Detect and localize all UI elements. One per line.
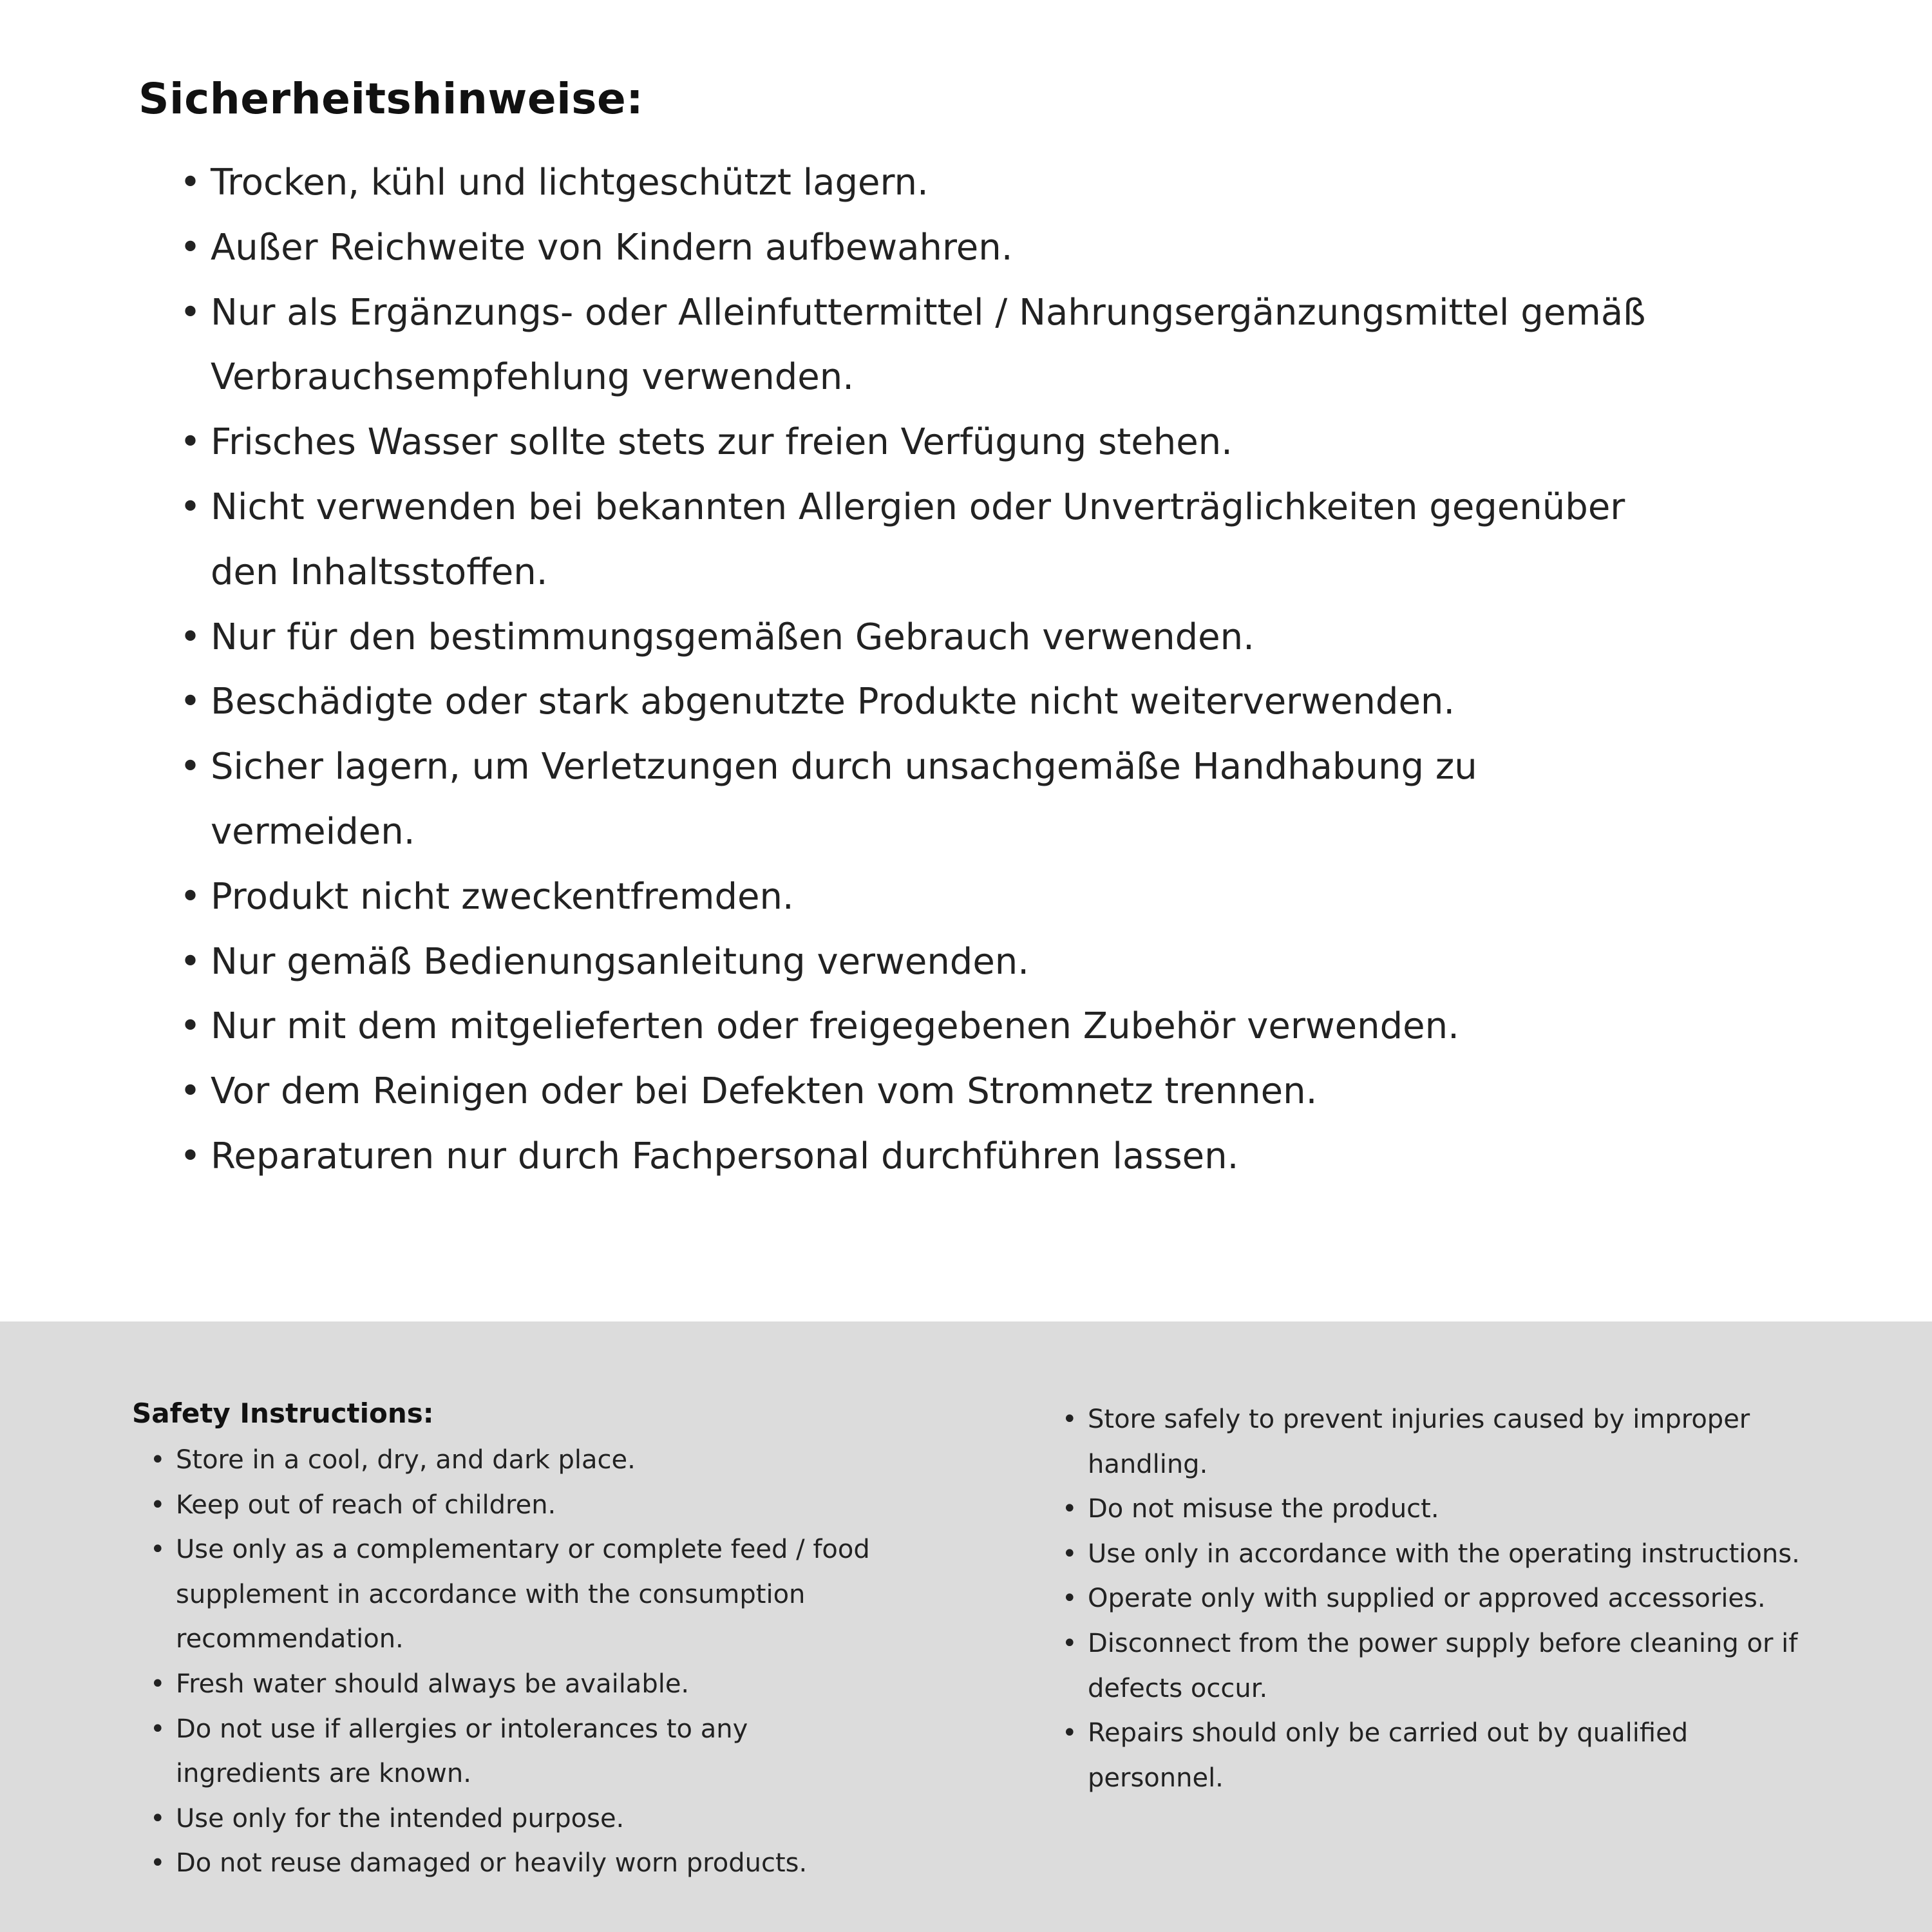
safety-item: • Operate only with supplied or approved accessories. (1062, 1577, 1829, 1622)
safety-item: • Nur mit dem mitgelieferten oder freigegebenen Zubehör verwenden. (180, 994, 1661, 1059)
english-safety-list-left (150, 1438, 892, 1886)
safety-item: • Reparaturen nur durch Fachpersonal durchführen lassen. (180, 1124, 1661, 1189)
english-left-column (132, 1397, 892, 1932)
safety-item: • Store in a cool, dry, and dark place. (150, 1438, 892, 1483)
safety-item: • Nicht verwenden bei bekannten Allergien oder Unverträglichkeiten gegenüber den Inhaltsstoffen. (180, 475, 1661, 605)
safety-item: • Nur für den bestimmungsgemäßen Gebrauch verwenden. (180, 605, 1661, 670)
english-safety-list-right (1062, 1397, 1829, 1801)
safety-item: • Do not misuse the product. (1062, 1487, 1829, 1532)
safety-item: • Disconnect from the power supply before cleaning or if defects occur. (1062, 1622, 1829, 1711)
safety-item: • Sicher lagern, um Verletzungen durch unsachgemäße Handhabung zu vermeiden. (180, 735, 1661, 865)
german-safety-list (180, 151, 1823, 1189)
safety-item: • Do not use if allergies or intolerances to any ingredients are known. (150, 1707, 892, 1797)
safety-item: • Use only as a complementary or complete feed / food supplement in accordance with the consumption recommendation. (150, 1528, 892, 1662)
safety-item: • Fresh water should always be available. (150, 1662, 892, 1707)
safety-item: • Repairs should only be carried out by qualified personnel. (1062, 1711, 1829, 1801)
safety-item: • Use only in accordance with the operating instructions. (1062, 1532, 1829, 1577)
safety-item: • Frisches Wasser sollte stets zur freien Verfügung stehen. (180, 410, 1661, 475)
safety-item: • Außer Reichweite von Kindern aufbewahren. (180, 216, 1661, 281)
safety-item: • Use only for the intended purpose. (150, 1797, 892, 1842)
english-title: Safety Instructions: (132, 1397, 434, 1429)
safety-item: • Beschädigte oder stark abgenutzte Produkte nicht weiterverwenden. (180, 670, 1661, 735)
safety-item: • Keep out of reach of children. (150, 1483, 892, 1528)
safety-item: • Nur als Ergänzungs- oder Alleinfuttermittel / Nahrungsergänzungsmittel gemäß Verbrauchsempfehlung verwenden. (180, 281, 1661, 411)
english-right-column (1044, 1397, 1829, 1932)
english-section (0, 1321, 1932, 1932)
safety-item: • Vor dem Reinigen oder bei Defekten vom Stromnetz trennen. (180, 1059, 1661, 1124)
safety-item: • Do not reuse damaged or heavily worn products. (150, 1841, 892, 1886)
safety-item: • Trocken, kühl und lichtgeschützt lagern. (180, 151, 1661, 216)
safety-item: • Produkt nicht zweckentfremden. (180, 865, 1661, 930)
german-title: Sicherheitshinweise: (138, 74, 644, 124)
safety-item: • Nur gemäß Bedienungsanleitung verwenden. (180, 930, 1661, 995)
safety-item: • Store safely to prevent injuries caused by improper handling. (1062, 1397, 1829, 1487)
